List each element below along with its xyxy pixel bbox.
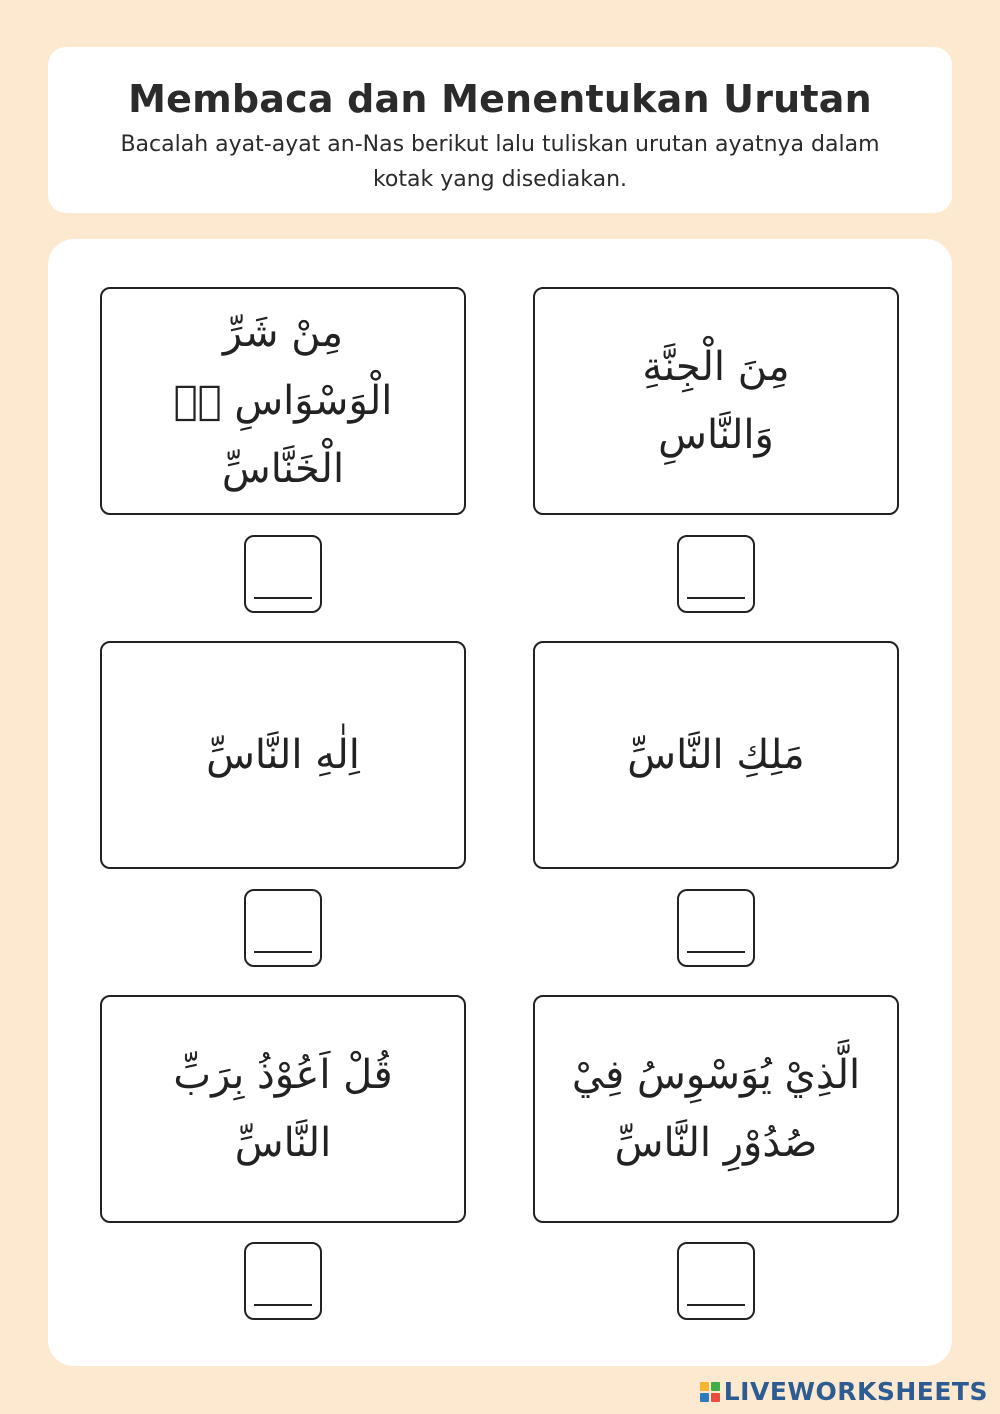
answer-box-4[interactable] [677,889,755,967]
verse-card-3 [100,641,466,869]
answer-line [254,597,312,599]
verse-text: مِنْ شَرِّ الْوَسْوَاسِ ەۙ الْخَنَّاسِّ [173,310,393,492]
verse-card-4 [533,641,899,869]
answer-line [687,597,745,599]
verse-card-6 [533,995,899,1223]
answer-line [254,951,312,953]
header-card [48,47,952,213]
verse-text: الَّذِيْ يُوَسْوِسُ فِيْ صُدُوْرِ النَّاسِّ [571,1052,861,1166]
verse-text: مِنَ الْجِنَّةِ وَالنَّاسِ [642,344,790,458]
brand-name: LIVEWORKSHEETS [723,1377,988,1406]
answer-line [687,951,745,953]
answer-line [254,1304,312,1306]
answer-box-1[interactable] [244,535,322,613]
answer-box-3[interactable] [244,889,322,967]
worksheet-card [48,239,952,1366]
verse-card-1 [100,287,466,515]
verse-text: اِلٰهِ النَّاسِّ [206,732,360,778]
answer-box-5[interactable] [244,1242,322,1320]
verse-card-5 [100,995,466,1223]
verse-text: مَلِكِ النَّاسِّ [627,732,805,778]
page-title: Membaca dan Menentukan Urutan [128,77,872,121]
liveworksheets-logo-icon [700,1382,720,1402]
verse-card-2 [533,287,899,515]
answer-box-6[interactable] [677,1242,755,1320]
instruction-text: Bacalah ayat-ayat an-Nas berikut lalu tuliskan urutan ayatnya dalam kotak yang disediakan. [120,132,880,192]
liveworksheets-brand [700,1377,988,1406]
answer-line [687,1304,745,1306]
verse-text: قُلْ اَعُوْذُ بِرَبِّ النَّاسِّ [173,1052,393,1166]
answer-box-2[interactable] [677,535,755,613]
